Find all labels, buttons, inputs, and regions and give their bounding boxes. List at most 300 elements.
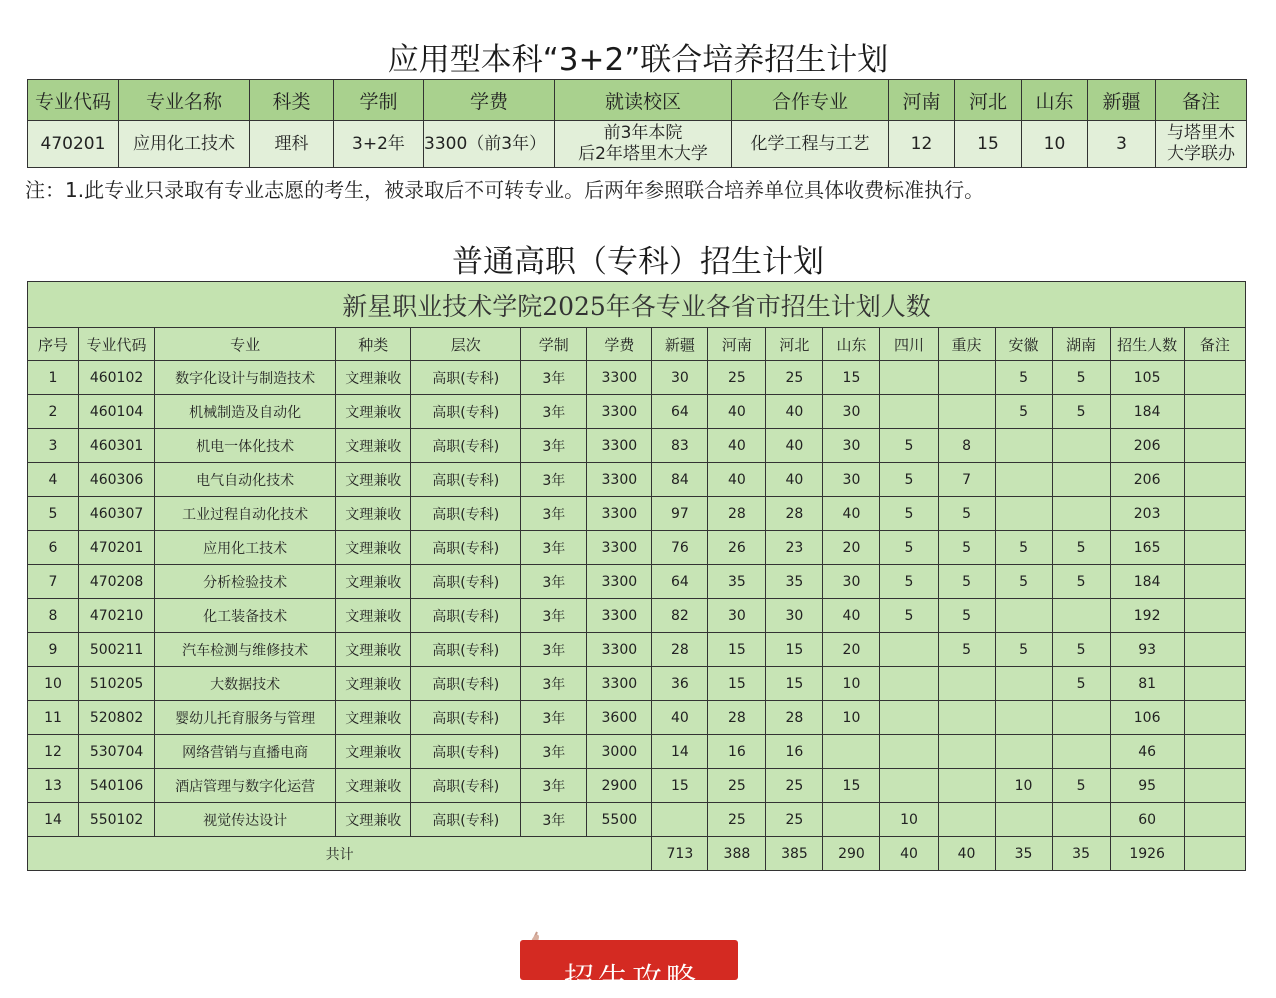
table-row [28,463,1246,497]
header-cell: 山东 [823,328,880,361]
table-cell: 470210 [79,599,155,633]
table-cell [652,803,708,837]
table-cell [995,429,1052,463]
table-cell [995,803,1052,837]
table-cell: 应用化工技术 [155,531,336,565]
table-cell: 16 [766,735,823,769]
table-row [28,667,1246,701]
table-cell: 530704 [79,735,155,769]
table-cell: 5 [1052,769,1110,803]
table-cell: 10 [995,769,1052,803]
header-cell: 学费 [587,328,652,361]
table-cell: 高职(专科) [411,395,521,429]
table-cell [938,361,995,395]
table-cell: 25 [708,803,766,837]
table-cell [823,803,880,837]
table-cell: 5 [938,531,995,565]
table-cell: 520802 [79,701,155,735]
table-cell: 5 [995,361,1052,395]
table-cell: 9 [28,633,79,667]
table-cell: 3300 [587,599,652,633]
header-cell: 湖南 [1052,328,1110,361]
table-cell: 文理兼收 [336,497,411,531]
table-row [28,769,1246,803]
table-cell: 3年 [521,565,587,599]
table-cell: 3年 [521,633,587,667]
table-cell: 数字化设计与制造技术 [155,361,336,395]
total-cell: 40 [880,837,938,871]
table-cell: 5 [880,565,938,599]
table-cell: 82 [652,599,708,633]
table-cell: 大数据技术 [155,667,336,701]
table-row [28,633,1246,667]
table-cell [880,769,938,803]
table-cell: 40 [652,701,708,735]
table-cell: 15 [766,633,823,667]
table-cell [1184,701,1245,735]
table-cell: 3300 [587,361,652,395]
table-cell: 5 [880,463,938,497]
table-cell: 30 [823,463,880,497]
table-row [28,803,1246,837]
table-cell: 5 [1052,565,1110,599]
table-cell: 文理兼收 [336,531,411,565]
table-cell: 文理兼收 [336,361,411,395]
table-cell: 25 [766,803,823,837]
table-cell: 3年 [521,361,587,395]
table-cell: 106 [1110,701,1184,735]
table-cell: 3300 [587,531,652,565]
table-cell: 5 [880,429,938,463]
header-cell: 科类 [250,80,334,121]
table-cell [1052,429,1110,463]
table-cell: 高职(专科) [411,701,521,735]
table-cell: 28 [652,633,708,667]
table-cell: 36 [652,667,708,701]
table-cell: 高职(专科) [411,599,521,633]
header-cell: 专业代码 [28,80,119,121]
table-cell [1184,429,1245,463]
table-cell: 81 [1110,667,1184,701]
table-cell: 婴幼儿托育服务与管理 [155,701,336,735]
table-cell: 40 [708,463,766,497]
total-cell: 35 [995,837,1052,871]
table-cell: 8 [28,599,79,633]
table-cell: 7 [938,463,995,497]
cell-xinjiang: 3 [1088,121,1156,168]
table-cell: 206 [1110,463,1184,497]
table-cell: 64 [652,565,708,599]
table-cell: 3300 [587,429,652,463]
table-cell: 4 [28,463,79,497]
cell-fee: 3300（前3年） [424,121,555,168]
table-cell [1052,735,1110,769]
table-cell: 电气自动化技术 [155,463,336,497]
table-cell: 酒店管理与数字化运营 [155,769,336,803]
table-cell: 40 [766,395,823,429]
table-cell: 460104 [79,395,155,429]
table-cell: 14 [28,803,79,837]
table-cell: 13 [28,769,79,803]
table-cell [938,803,995,837]
header-cell: 专业 [155,328,336,361]
table-row [28,599,1246,633]
header-cell: 河南 [889,80,955,121]
table-cell: 25 [708,769,766,803]
cell-henan: 12 [889,121,955,168]
table-cell: 25 [766,361,823,395]
table-cell: 184 [1110,395,1184,429]
table-cell [880,633,938,667]
table-cell: 64 [652,395,708,429]
table-cell: 高职(专科) [411,565,521,599]
table-cell: 网络营销与直播电商 [155,735,336,769]
table-cell: 15 [766,667,823,701]
table-cell: 28 [766,701,823,735]
table-cell: 高职(专科) [411,463,521,497]
table-cell: 高职(专科) [411,803,521,837]
cell-campus [555,121,732,168]
header-cell: 招生人数 [1110,328,1184,361]
table-cell: 3年 [521,667,587,701]
table-cell [938,769,995,803]
table-header-row [28,328,1246,361]
table-cell: 文理兼收 [336,429,411,463]
cell-duration: 3+2年 [334,121,424,168]
table-cell: 510205 [79,667,155,701]
table-cell [938,735,995,769]
header-cell: 安徽 [995,328,1052,361]
table-cell: 40 [766,463,823,497]
table-cell: 3 [28,429,79,463]
admission-guide-banner[interactable] [520,940,738,997]
table-cell [995,463,1052,497]
table-cell [880,735,938,769]
table-cell [823,735,880,769]
table-cell: 1 [28,361,79,395]
header-cell: 专业名称 [119,80,250,121]
table-cell [1184,803,1245,837]
total-cell: 35 [1052,837,1110,871]
table-row [28,701,1246,735]
table-cell: 40 [823,497,880,531]
table-cell: 文理兼收 [336,701,411,735]
table-cell [1184,735,1245,769]
header-cell: 备注 [1184,328,1245,361]
table-cell: 6 [28,531,79,565]
table-cell: 文理兼收 [336,633,411,667]
cell-remark [1156,121,1247,168]
table-cell: 25 [766,769,823,803]
table-cell: 10 [823,701,880,735]
table-cell: 3年 [521,701,587,735]
table-cell: 工业过程自动化技术 [155,497,336,531]
table-row [28,531,1246,565]
table-cell: 60 [1110,803,1184,837]
table-cell: 15 [708,667,766,701]
cell-partner-major: 化学工程与工艺 [732,121,889,168]
table-cell: 12 [28,735,79,769]
table-cell: 40 [823,599,880,633]
table-cell: 15 [708,633,766,667]
table-cell: 3300 [587,463,652,497]
table-cell: 5 [938,565,995,599]
header-cell: 新疆 [652,328,708,361]
table-cell: 30 [823,429,880,463]
table-cell: 高职(专科) [411,769,521,803]
table-cell: 40 [708,395,766,429]
table-cell: 3300 [587,667,652,701]
table-cell: 23 [766,531,823,565]
table-cell: 文理兼收 [336,803,411,837]
table-cell: 文理兼收 [336,395,411,429]
table-cell: 500211 [79,633,155,667]
header-cell: 学制 [334,80,424,121]
table-cell [1184,565,1245,599]
table-cell: 高职(专科) [411,667,521,701]
table-cell: 40 [708,429,766,463]
table-cell: 10 [880,803,938,837]
table-cell: 165 [1110,531,1184,565]
joint-program-table [27,79,1247,168]
table-cell: 95 [1110,769,1184,803]
table-cell: 460102 [79,361,155,395]
table-cell: 30 [766,599,823,633]
table-cell: 5 [28,497,79,531]
table-caption: 新星职业技术学院2025年各专业各省市招生计划人数 [28,282,1246,328]
cell-code: 470201 [28,121,119,168]
table-cell: 46 [1110,735,1184,769]
campus-line-1: 前3年本院 [603,123,683,143]
table-cell [995,599,1052,633]
cell-hebei: 15 [955,121,1022,168]
table-cell: 10 [28,667,79,701]
table-cell: 5 [938,599,995,633]
table-cell: 高职(专科) [411,361,521,395]
table-cell: 高职(专科) [411,735,521,769]
remark-line-2: 大学联办 [1167,144,1235,164]
total-label: 共计 [28,837,652,871]
table-cell [1052,803,1110,837]
table-cell: 30 [823,565,880,599]
table-cell: 2900 [587,769,652,803]
table-cell: 5 [995,633,1052,667]
table-cell: 3年 [521,735,587,769]
table-cell: 化工装备技术 [155,599,336,633]
table-cell: 5 [995,565,1052,599]
table-cell: 83 [652,429,708,463]
table-cell: 2 [28,395,79,429]
header-cell: 层次 [411,328,521,361]
table-cell: 5 [938,633,995,667]
table-cell: 5500 [587,803,652,837]
table-cell: 35 [708,565,766,599]
table-cell: 26 [708,531,766,565]
total-cell: 290 [823,837,880,871]
table-cell [995,497,1052,531]
note-text: 注：1.此专业只录取有专业志愿的考生，被录取后不可转专业。后两年参照联合培养单位具体收费标准执行。 [25,178,985,202]
table-cell: 5 [995,395,1052,429]
table-cell: 15 [823,361,880,395]
table-cell: 文理兼收 [336,599,411,633]
header-cell: 学制 [521,328,587,361]
table-cell: 470208 [79,565,155,599]
table-cell [1184,769,1245,803]
table-cell: 文理兼收 [336,735,411,769]
banner-text: 招生攻略 [564,962,700,997]
total-cell: 40 [938,837,995,871]
table-cell: 高职(专科) [411,531,521,565]
table-row [28,361,1246,395]
table-cell: 15 [652,769,708,803]
cell-name: 应用化工技术 [119,121,250,168]
table-cell: 3年 [521,599,587,633]
table-cell [1052,701,1110,735]
table-cell: 5 [1052,633,1110,667]
total-cell [1184,837,1245,871]
table-cell: 文理兼收 [336,463,411,497]
table-cell [1184,395,1245,429]
table-cell [880,667,938,701]
header-cell: 学费 [424,80,555,121]
table-cell: 文理兼收 [336,565,411,599]
table-row [28,429,1246,463]
table-cell [938,667,995,701]
table-cell: 16 [708,735,766,769]
table-header-row [28,80,1247,121]
table-cell [1052,463,1110,497]
table-cell: 5 [1052,667,1110,701]
campus-line-2: 后2年塔里木大学 [578,144,708,164]
table-caption-row [28,282,1246,328]
table-cell [1052,599,1110,633]
table-cell: 高职(专科) [411,429,521,463]
table-cell: 470201 [79,531,155,565]
table-cell: 28 [708,701,766,735]
header-cell: 重庆 [938,328,995,361]
table-cell: 机械制造及自动化 [155,395,336,429]
header-cell: 山东 [1022,80,1088,121]
table-cell: 3300 [587,497,652,531]
table-cell [880,395,938,429]
table-cell: 3年 [521,429,587,463]
header-cell: 新疆 [1088,80,1156,121]
table-cell: 5 [1052,531,1110,565]
table-cell: 文理兼收 [336,667,411,701]
table-cell: 5 [1052,361,1110,395]
table-cell: 分析检验技术 [155,565,336,599]
table-cell: 20 [823,531,880,565]
table-cell: 30 [708,599,766,633]
table-cell: 28 [766,497,823,531]
header-cell: 四川 [880,328,938,361]
table-cell: 460307 [79,497,155,531]
cell-category: 理科 [250,121,334,168]
table-cell [1184,599,1245,633]
header-cell: 序号 [28,328,79,361]
table-cell: 文理兼收 [336,769,411,803]
table-cell [880,361,938,395]
table-cell: 3300 [587,633,652,667]
table-cell: 97 [652,497,708,531]
table-cell: 192 [1110,599,1184,633]
table-cell: 5 [880,497,938,531]
table-cell [938,701,995,735]
table-cell [1052,497,1110,531]
table-cell: 20 [823,633,880,667]
table-cell: 460301 [79,429,155,463]
header-cell: 河南 [708,328,766,361]
table-row [28,497,1246,531]
cell-shandong: 10 [1022,121,1088,168]
table-cell [995,667,1052,701]
total-cell: 388 [708,837,766,871]
table-row [28,121,1247,168]
vocational-plan-table [27,281,1246,871]
table-cell: 5 [880,531,938,565]
table-cell [1184,667,1245,701]
table-cell: 3年 [521,531,587,565]
table-cell: 3年 [521,803,587,837]
table-cell: 30 [823,395,880,429]
table-cell [938,395,995,429]
table-cell: 机电一体化技术 [155,429,336,463]
table-cell [995,701,1052,735]
table-row [28,565,1246,599]
header-cell: 河北 [766,328,823,361]
section2-title: 普通高职（专科）招生计划 [452,244,824,280]
table-row [28,735,1246,769]
table-cell: 3300 [587,395,652,429]
header-cell: 种类 [336,328,411,361]
table-cell: 5 [995,531,1052,565]
table-cell: 5 [938,497,995,531]
table-cell: 93 [1110,633,1184,667]
table-cell: 550102 [79,803,155,837]
table-cell: 3年 [521,463,587,497]
table-cell: 28 [708,497,766,531]
table-cell [1184,531,1245,565]
table-cell: 5 [880,599,938,633]
table-cell: 184 [1110,565,1184,599]
table-cell [1184,463,1245,497]
table-cell: 3年 [521,395,587,429]
table-cell [1184,497,1245,531]
header-cell: 合作专业 [732,80,889,121]
table-cell: 76 [652,531,708,565]
header-cell: 就读校区 [555,80,732,121]
table-cell: 8 [938,429,995,463]
table-cell: 25 [708,361,766,395]
table-cell: 84 [652,463,708,497]
table-cell: 30 [652,361,708,395]
header-cell: 河北 [955,80,1022,121]
header-cell: 备注 [1156,80,1247,121]
table-cell: 40 [766,429,823,463]
table-cell: 460306 [79,463,155,497]
table-cell: 11 [28,701,79,735]
table-row [28,395,1246,429]
table-cell: 14 [652,735,708,769]
table-cell: 7 [28,565,79,599]
table-cell: 高职(专科) [411,633,521,667]
table-cell [880,701,938,735]
table-cell [995,735,1052,769]
table-cell: 105 [1110,361,1184,395]
total-cell: 713 [652,837,708,871]
total-cell: 385 [766,837,823,871]
total-cell: 1926 [1110,837,1184,871]
